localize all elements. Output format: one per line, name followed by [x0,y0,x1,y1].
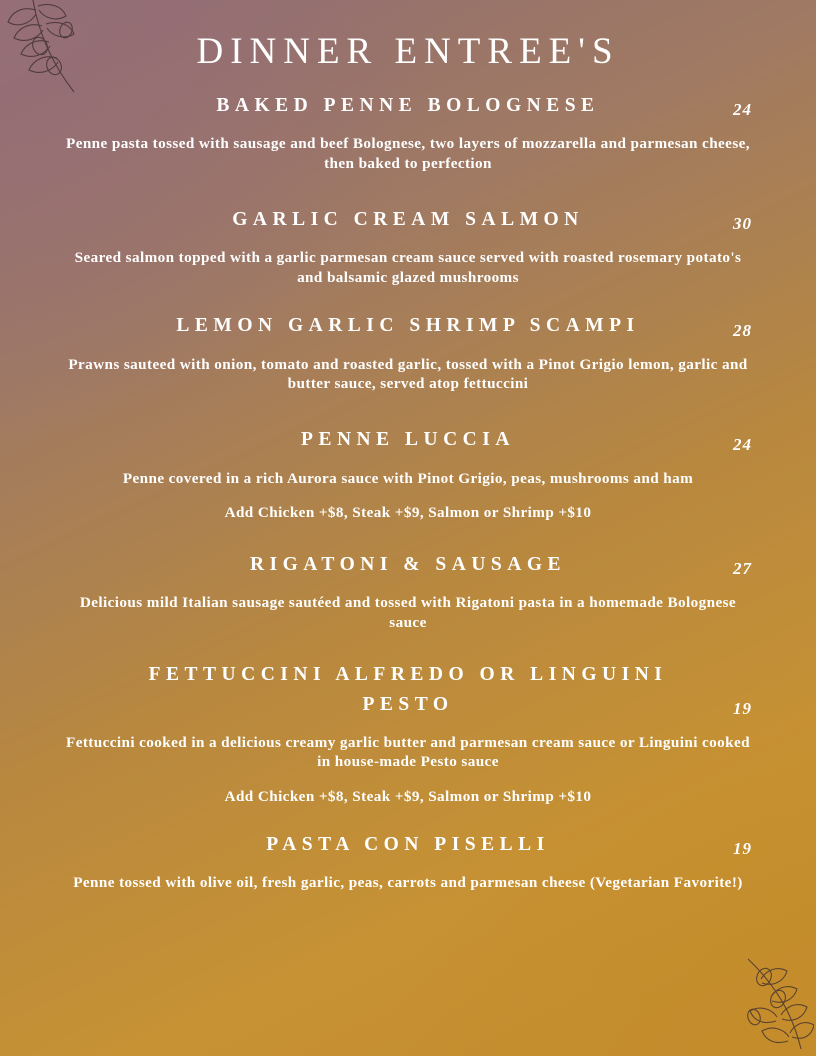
menu-item-header [58,660,758,719]
menu-item-name: GARLIC CREAM SALMON [232,209,584,231]
menu-item [58,830,758,893]
menu-item-name: PENNE LUCCIA [301,429,515,451]
menu-item-description: Fettuccini cooked in a delicious creamy garlic butter and parmesan cream sauce or Linguini cooked in house-made Pesto sauce [66,733,750,771]
menu-item-price: 30 [733,214,752,234]
olive-branch-icon [704,929,814,1054]
menu-item-addon: Add Chicken +$8, Steak +$9, Salmon or Shrimp +$10 [224,504,592,522]
menu-item-description: Prawns sauteed with onion, tomato and roasted garlic, tossed with a Pinot Grigio lemon, garlic and butter sauce, served atop fettuccini [68,355,748,393]
menu-item [58,660,758,805]
menu-item-header [58,550,758,579]
menu-item-header [58,425,758,454]
menu-item-name: PASTA CON PISELLI [266,833,550,855]
page-title: DINNER ENTREE'S [196,31,620,72]
menu-item-header [58,205,758,234]
menu-item-price: 24 [733,434,752,454]
menu-item [58,311,758,393]
menu-item-price: 19 [733,698,752,718]
menu-item-header [58,91,758,120]
menu-item-name: RIGATONI & SAUSAGE [249,554,567,576]
menu-item-description: Penne tossed with olive oil, fresh garlic, peas, carrots and parmesan cheese (Vegetarian Favorite!) [73,873,743,891]
menu-item-description: Seared salmon topped with a garlic parmesan cream sauce served with roasted rosemary potato's and balsamic glazed mushrooms [74,249,742,286]
menu-item [58,205,758,287]
menu-item [58,91,758,173]
menu-item-price: 27 [733,559,752,579]
menu-item-header [58,830,758,859]
menu-item-price: 19 [733,838,752,858]
menu-item-name: BAKED PENNE BOLOGNESE [216,95,600,116]
menu-item-price: 28 [733,320,752,340]
menu-items-list [0,91,816,892]
menu-item [58,425,758,522]
menu-item-description: Penne pasta tossed with sausage and beef Bolognese, two layers of mozzarella and parmesan cheese, then baked to perfection [66,135,750,172]
menu-item-header [58,311,758,340]
menu-item-name: FETTUCCINI ALFREDO OR LINGUINI PESTO [148,664,668,715]
menu-item-description: Delicious mild Italian sausage sautéed and tossed with Rigatoni pasta in a homemade Bolognese sauce [79,594,737,631]
menu-item-price: 24 [733,100,752,120]
menu-item [58,550,758,632]
menu-item-description: Penne covered in a rich Aurora sauce with Pinot Grigio, peas, mushrooms and ham [122,469,694,487]
menu-item-addon: Add Chicken +$8, Steak +$9, Salmon or Shrimp +$10 [224,787,592,805]
menu-item-name: LEMON GARLIC SHRIMP SCAMPI [176,315,640,337]
